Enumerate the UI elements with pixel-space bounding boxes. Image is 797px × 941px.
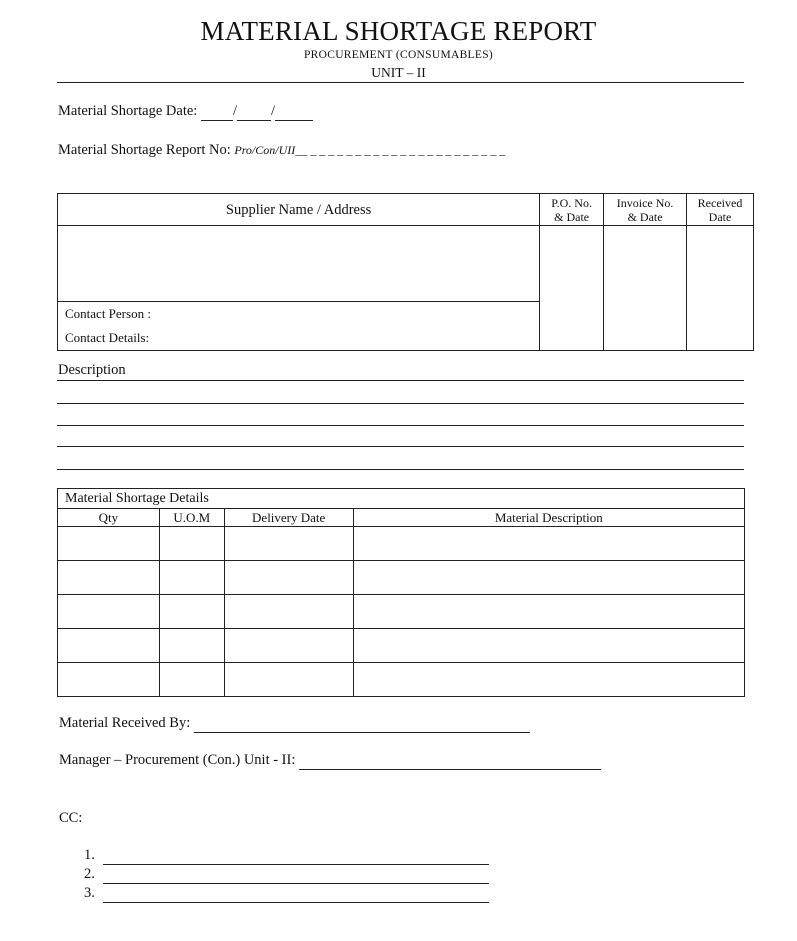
- cc-item-2: [84, 866, 489, 884]
- date-separator-2: /: [270, 103, 275, 119]
- material-description-column-header: Material Description: [353, 509, 744, 527]
- description-line-1[interactable]: [57, 380, 744, 381]
- po-number-header: P.O. No. & Date: [540, 194, 604, 226]
- qty-cell[interactable]: [58, 629, 160, 663]
- description-line-3[interactable]: [57, 425, 744, 426]
- report-unit: UNIT – II: [371, 65, 426, 80]
- manager-signature-field: [59, 752, 601, 770]
- contact-person-label: Contact Person :: [65, 306, 151, 321]
- description-label: Description: [58, 362, 126, 378]
- description-line-4[interactable]: [57, 446, 744, 447]
- delivery-date-cell[interactable]: [224, 663, 353, 697]
- report-number-field: [58, 142, 505, 159]
- table-row: [58, 595, 745, 629]
- cc-item-number: 2.: [84, 866, 95, 882]
- delivery-date-column-header: Delivery Date: [224, 509, 353, 527]
- report-number-prefix: Pro/Con/UII_: [234, 143, 302, 157]
- cc-item-blank[interactable]: [103, 866, 489, 884]
- report-title: MATERIAL SHORTAGE REPORT: [200, 16, 597, 46]
- qty-cell[interactable]: [58, 663, 160, 697]
- cc-item-3: [84, 885, 489, 903]
- delivery-date-cell[interactable]: [224, 595, 353, 629]
- description-line-5[interactable]: [57, 469, 744, 470]
- supplier-address-cell[interactable]: [58, 226, 540, 302]
- shortage-details-table: [57, 488, 745, 697]
- shortage-details-caption: Material Shortage Details: [58, 489, 745, 509]
- shortage-date-field: [58, 103, 313, 121]
- cc-item-1: [84, 847, 489, 865]
- report-number-label: Material Shortage Report No:: [58, 142, 231, 158]
- uom-cell[interactable]: [159, 663, 224, 697]
- manager-signature-label: Manager – Procurement (Con.) Unit - II:: [59, 752, 296, 768]
- received-by-label: Material Received By:: [59, 715, 191, 731]
- date-month-blank[interactable]: [237, 103, 271, 121]
- header-divider: [57, 82, 744, 83]
- uom-cell[interactable]: [159, 561, 224, 595]
- table-row: [58, 561, 745, 595]
- table-row: [58, 629, 745, 663]
- material-description-cell[interactable]: [353, 527, 744, 561]
- received-date-cell[interactable]: [687, 226, 754, 351]
- uom-cell[interactable]: [159, 595, 224, 629]
- received-by-field: [59, 715, 530, 733]
- uom-cell[interactable]: [159, 629, 224, 663]
- invoice-number-header: Invoice No. & Date: [604, 194, 687, 226]
- report-number-blank[interactable]: _ _ _ _ _ _ _ _ _ _ _ _ _ _ _ _ _ _ _ _ _ _ _: [301, 143, 506, 157]
- uom-cell[interactable]: [159, 527, 224, 561]
- material-description-cell[interactable]: [353, 663, 744, 697]
- description-line-2[interactable]: [57, 403, 744, 404]
- contact-cell[interactable]: [58, 302, 540, 351]
- material-description-cell[interactable]: [353, 561, 744, 595]
- cc-item-number: 1.: [84, 847, 95, 863]
- report-subtitle: PROCUREMENT (CONSUMABLES): [303, 49, 494, 61]
- received-by-blank[interactable]: [194, 715, 530, 733]
- supplier-name-header: Supplier Name / Address: [58, 194, 540, 226]
- cc-item-number: 3.: [84, 885, 95, 901]
- shortage-date-label: Material Shortage Date:: [58, 103, 198, 119]
- date-year-blank[interactable]: [275, 103, 313, 121]
- material-description-cell[interactable]: [353, 629, 744, 663]
- qty-cell[interactable]: [58, 527, 160, 561]
- manager-signature-blank[interactable]: [299, 752, 601, 770]
- qty-cell[interactable]: [58, 595, 160, 629]
- delivery-date-cell[interactable]: [224, 629, 353, 663]
- po-number-cell[interactable]: [540, 226, 604, 351]
- invoice-number-cell[interactable]: [604, 226, 687, 351]
- table-row: [58, 527, 745, 561]
- cc-item-blank[interactable]: [103, 885, 489, 903]
- uom-column-header: U.O.M: [159, 509, 224, 527]
- delivery-date-cell[interactable]: [224, 561, 353, 595]
- qty-column-header: Qty: [58, 509, 160, 527]
- date-day-blank[interactable]: [201, 103, 233, 121]
- supplier-table: [57, 193, 754, 351]
- cc-label: CC:: [59, 810, 83, 826]
- date-separator-1: /: [232, 103, 237, 119]
- contact-details-label: Contact Details:: [65, 330, 150, 345]
- delivery-date-cell[interactable]: [224, 527, 353, 561]
- material-description-cell[interactable]: [353, 595, 744, 629]
- cc-item-blank[interactable]: [103, 847, 489, 865]
- table-row: [58, 663, 745, 697]
- qty-cell[interactable]: [58, 561, 160, 595]
- received-date-header: Received Date: [687, 194, 754, 226]
